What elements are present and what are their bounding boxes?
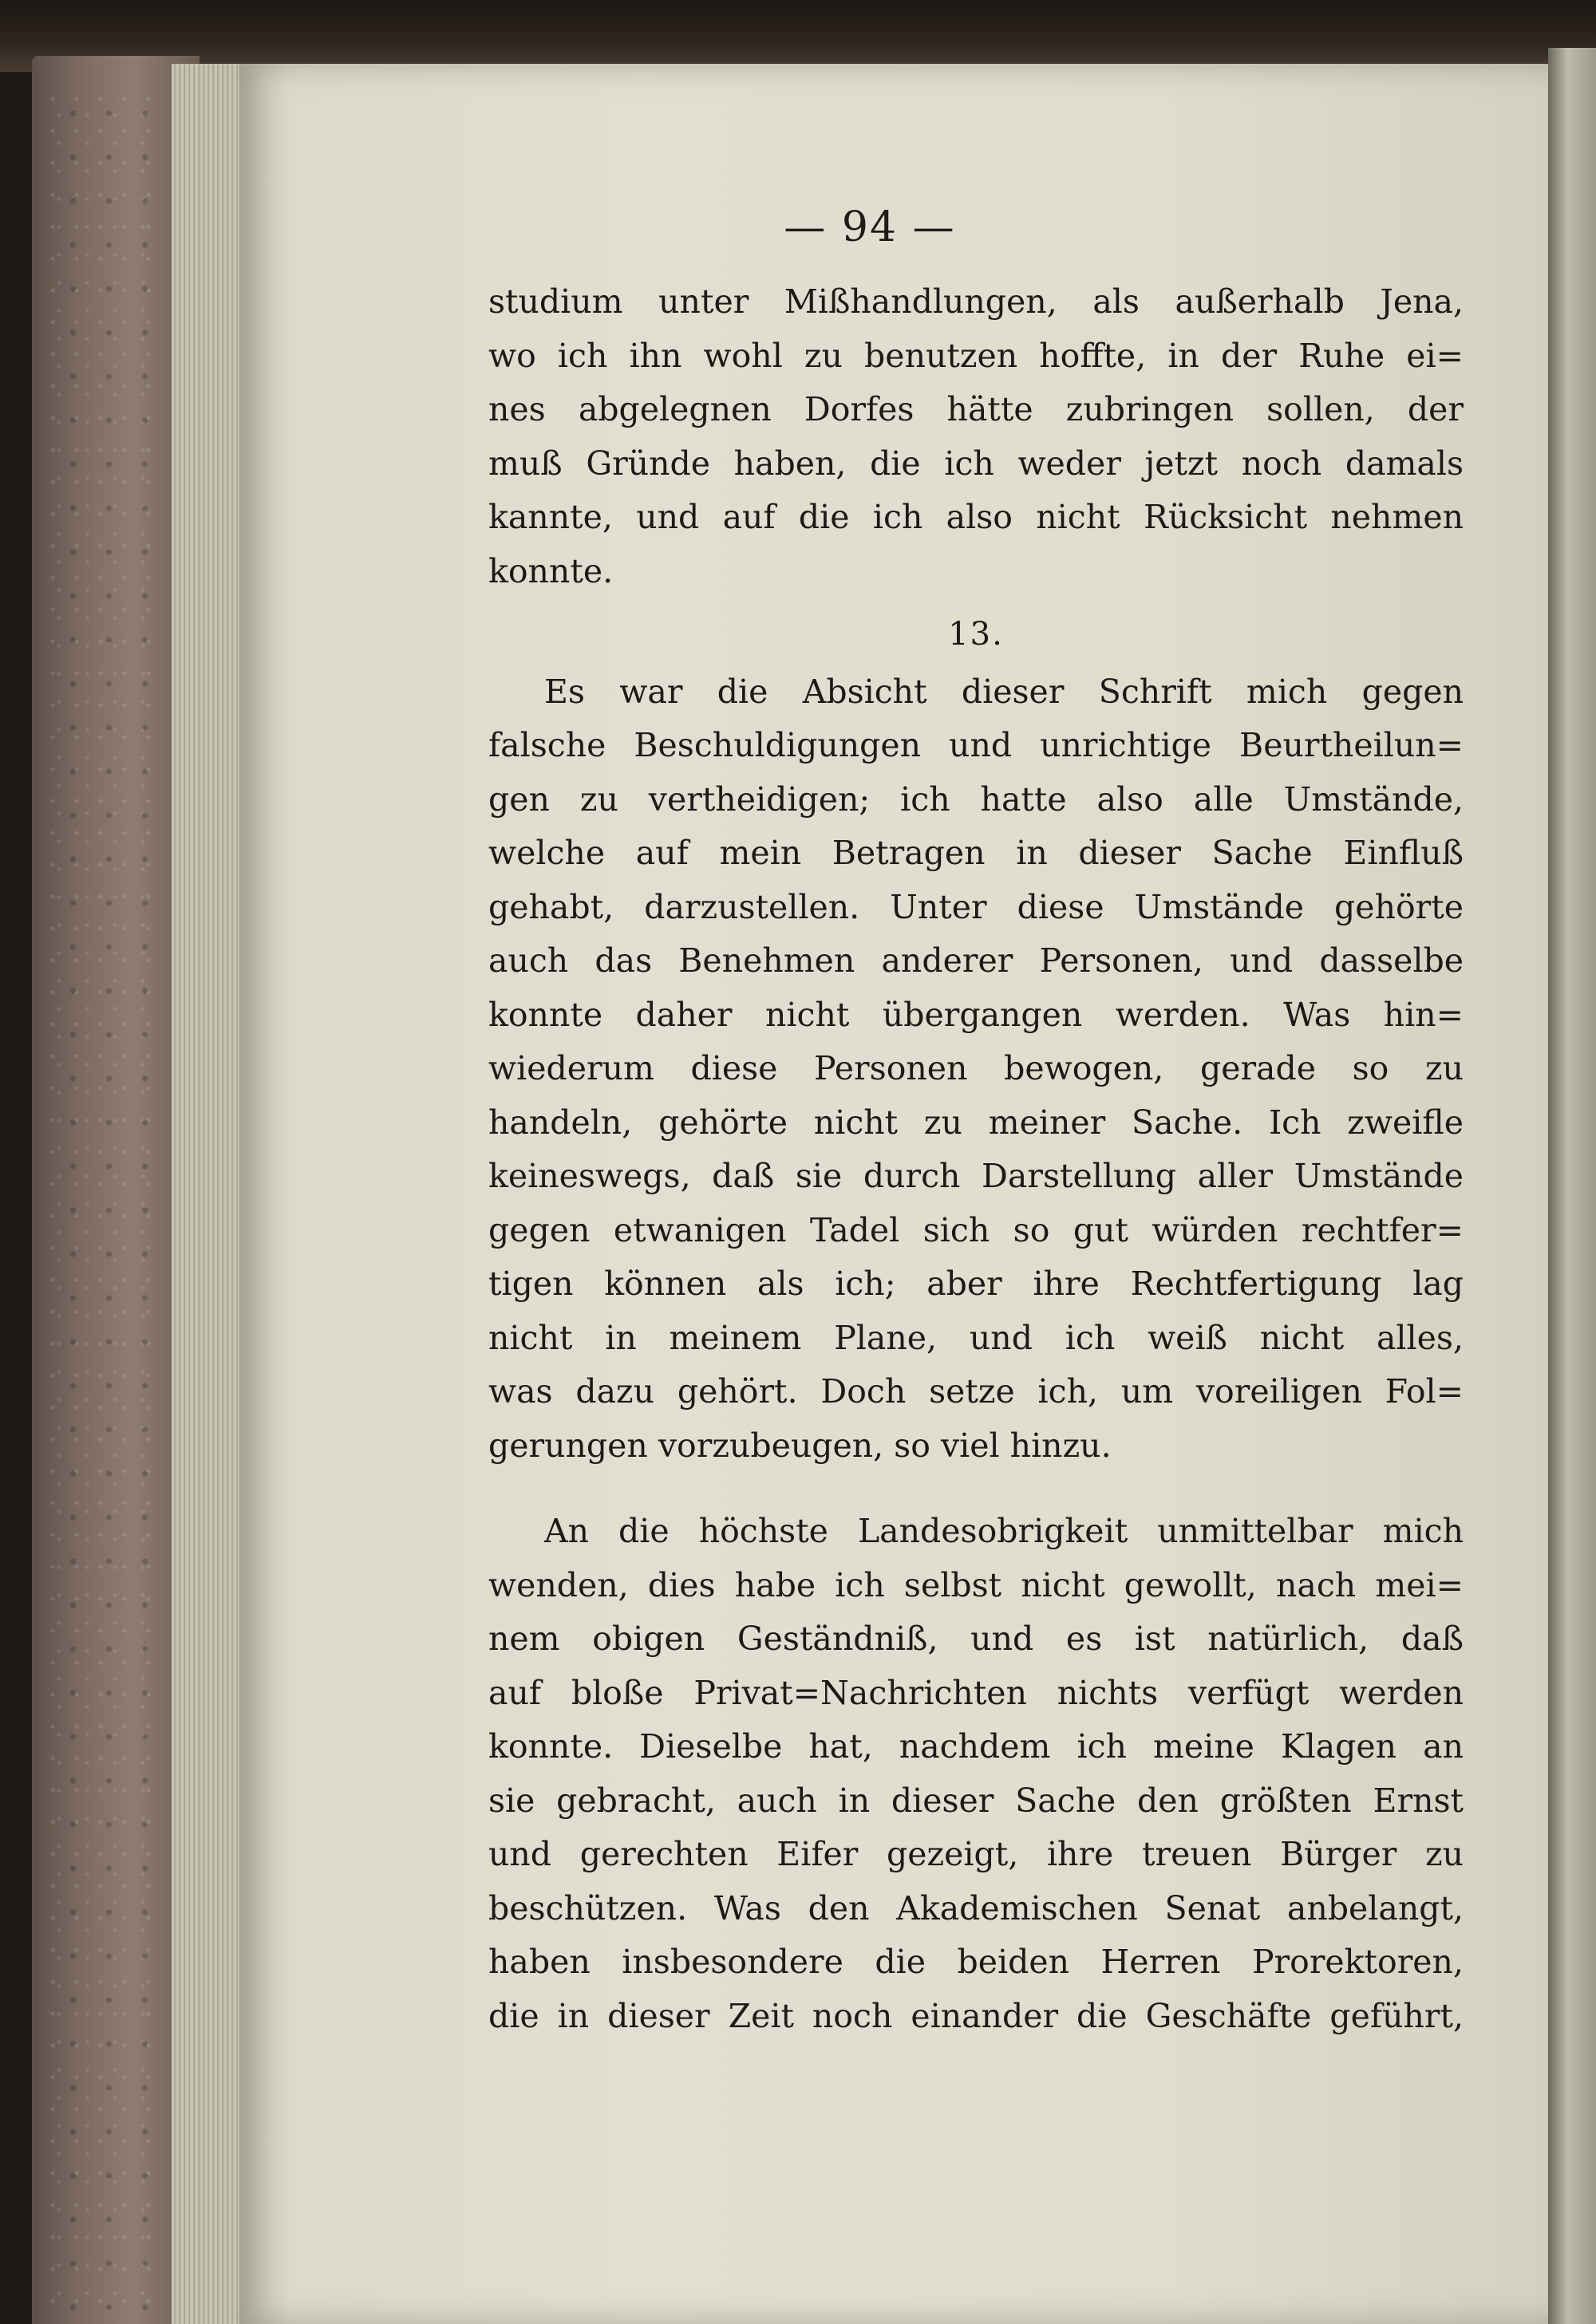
text-line: wenden, dies habe ich selbst nicht gewollt, nach mei= xyxy=(488,1565,1464,1604)
top-shadow-band xyxy=(0,0,1596,72)
text-line: auf bloße Privat=Nachrichten nichts verfügt werden xyxy=(488,1673,1464,1712)
text-line: wiederum diese Personen bewogen, gerade so zu xyxy=(488,1049,1464,1087)
paragraph-1 xyxy=(488,275,1464,598)
text-line: welche auf mein Betragen in dieser Sache Einfluß xyxy=(488,834,1464,872)
text-line: gehabt, darzustellen. Unter diese Umstände gehörte xyxy=(488,887,1464,926)
cover-texture xyxy=(48,96,168,2314)
page-edges xyxy=(172,64,247,2324)
text-line: nem obigen Geständniß, und es ist natürlich, daß xyxy=(488,1620,1464,1658)
right-page-edge xyxy=(1548,48,1596,2324)
text-line: falsche Beschuldigungen und unrichtige Beurtheilun= xyxy=(488,726,1464,764)
text-line: gen zu vertheidigen; ich hatte also alle Umstände, xyxy=(488,779,1464,819)
text-line: beschützen. Was den Akademischen Senat anbelangt, xyxy=(488,1888,1464,1927)
text-line: wo ich ihn wohl zu benutzen hoffte, in der Ruhe ei= xyxy=(488,336,1464,375)
text-line: haben insbesondere die beiden Herren Prorektoren, xyxy=(488,1943,1464,1981)
text-line: konnte daher nicht übergangen werden. Was hin= xyxy=(488,995,1464,1034)
text-line: nes abgelegnen Dorfes hätte zubringen sollen, der xyxy=(488,390,1464,428)
text-line: sie gebracht, auch in dieser Sache den größten Ernst xyxy=(488,1781,1464,1820)
text-line: Es war die Absicht dieser Schrift mich gegen xyxy=(544,672,1464,711)
text-line: gegen etwanigen Tadel sich so gut würden rechtfer= xyxy=(488,1210,1464,1249)
text-line: und gerechten Eifer gezeigt, ihre treuen Bürger zu xyxy=(488,1835,1464,1873)
section-number: 13. xyxy=(948,616,1004,653)
text-line: kannte, und auf die ich also nicht Rücksicht nehmen xyxy=(488,498,1464,536)
text-line: handeln, gehörte nicht zu meiner Sache. Ich zweifle xyxy=(488,1103,1464,1142)
text-line: keineswegs, daß sie durch Darstellung aller Umstände xyxy=(488,1157,1464,1195)
text-line: tigen können als ich; aber ihre Rechtfertigung lag xyxy=(488,1265,1464,1303)
paragraph-gap xyxy=(488,1473,1464,1505)
text-line: konnte. xyxy=(488,551,614,590)
text-line: studium unter Mißhandlungen, als außerhalb Jena, xyxy=(488,282,1464,321)
page-number-header: — 94 — xyxy=(784,203,956,251)
paragraph-3 xyxy=(488,1505,1464,2043)
text-line: die in dieser Zeit noch einander die Geschäfte geführt, xyxy=(488,1996,1464,2035)
paragraph-2 xyxy=(488,665,1464,1474)
page-text-block xyxy=(488,275,1464,2043)
text-line: gerungen vorzubeugen, so viel hinzu. xyxy=(488,1426,1112,1465)
text-line: konnte. Dieselbe hat, nachdem ich meine Klagen an xyxy=(488,1727,1464,1766)
text-line: was dazu gehört. Doch setze ich, um voreiligen Fol= xyxy=(488,1372,1464,1411)
text-line: An die höchste Landesobrigkeit unmittelbar mich xyxy=(544,1512,1464,1550)
text-line: auch das Benehmen anderer Personen, und dasselbe xyxy=(488,941,1464,980)
text-line: muß Gründe haben, die ich weder jetzt noch damals xyxy=(488,444,1464,483)
text-line: nicht in meinem Plane, und ich weiß nicht alles, xyxy=(488,1318,1464,1357)
